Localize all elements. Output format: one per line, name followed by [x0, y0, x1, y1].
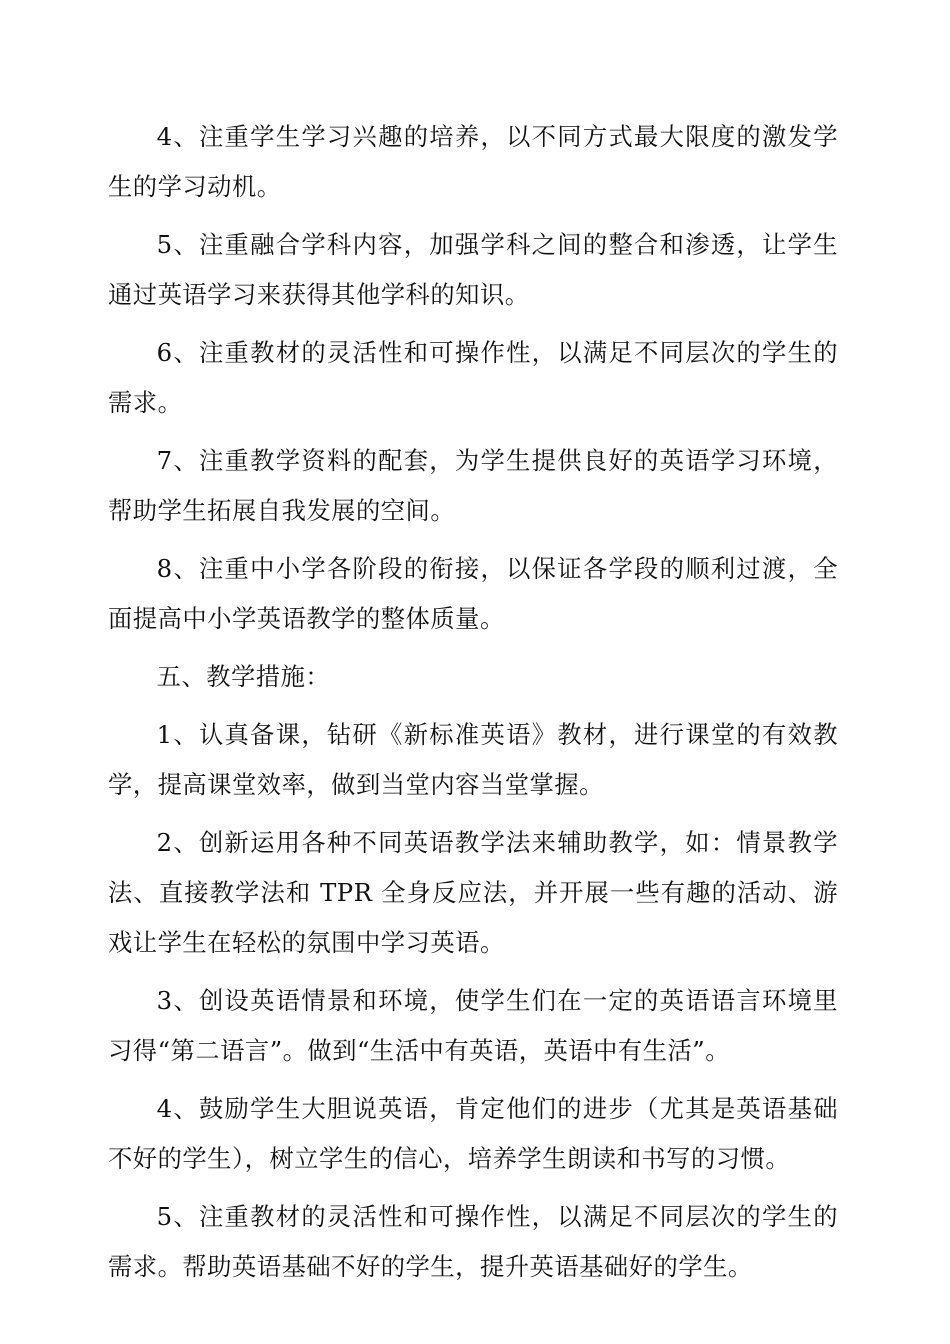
paragraph-goal-4: 4、注重学生学习兴趣的培养，以不同方式最大限度的激发学生的学习动机。 [108, 122, 838, 201]
paragraph-goal-8: 8、注重中小学各阶段的衔接，以保证各学段的顺利过渡，全面提高中小学英语教学的整体质量。 [108, 554, 838, 633]
paragraph-measure-3: 3、创设英语情景和环境，使学生们在一定的英语语言环境里习得“第二语言”。做到“生活中有英语，英语中有生活”。 [108, 986, 838, 1065]
paragraph-goal-5: 5、注重融合学科内容，加强学科之间的整合和渗透，让学生通过英语学习来获得其他学科的知识。 [108, 230, 838, 309]
paragraph-measure-4: 4、鼓励学生大胆说英语，肯定他们的进步（尤其是英语基础不好的学生），树立学生的信心，培养学生朗读和书写的习惯。 [108, 1094, 838, 1173]
paragraph-measure-2: 2、创新运用各种不同英语教学法来辅助教学，如：情景教学法、直接教学法和 TPR 全身反应法，并开展一些有趣的活动、游戏让学生在轻松的氛围中学习英语。 [108, 828, 838, 957]
section-heading-measures: 五、教学措施： [156, 662, 331, 691]
document-body [108, 112, 838, 1300]
paragraph-goal-6: 6、注重教材的灵活性和可操作性，以满足不同层次的学生的需求。 [108, 338, 838, 417]
paragraph-measure-5: 5、注重教材的灵活性和可操作性，以满足不同层次的学生的需求。帮助英语基础不好的学生，提升英语基础好的学生。 [108, 1202, 838, 1281]
paragraph-goal-7: 7、注重教学资料的配套，为学生提供良好的英语学习环境，帮助学生拓展自我发展的空间。 [108, 446, 838, 525]
paragraph-measure-1: 1、认真备课，钻研《新标准英语》教材，进行课堂的有效教学，提高课堂效率，做到当堂内容当堂掌握。 [108, 720, 838, 799]
